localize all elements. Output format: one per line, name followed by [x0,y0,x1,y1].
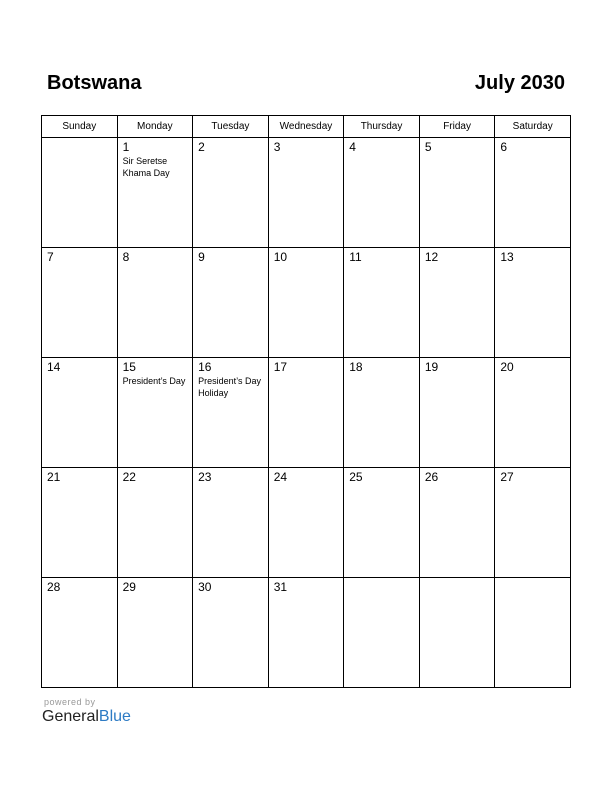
holiday-label: Sir Seretse Khama Day [122,156,170,178]
day-cell [42,138,118,248]
weekday-wednesday: Wednesday [268,116,344,138]
day-cell [268,248,344,358]
day-number: 22 [122,470,136,484]
day-cell [495,248,571,358]
logo-text-general: General [42,708,99,725]
day-number: 16 [198,360,212,374]
day-cell [42,468,118,578]
day-cell [419,468,495,578]
week-row [42,468,571,578]
day-number: 15 [122,360,136,374]
day-cell [344,358,420,468]
day-number: 7 [47,250,54,264]
day-number: 14 [47,360,61,374]
day-cell [344,248,420,358]
powered-by-label: powered by [44,697,96,707]
weekday-tuesday: Tuesday [193,116,269,138]
day-cell [419,358,495,468]
day-cell [193,358,269,468]
day-cell [344,138,420,248]
day-number: 11 [349,250,362,264]
day-cell [495,358,571,468]
day-number: 1 [122,140,130,154]
day-cell [117,468,193,578]
day-number: 28 [47,580,61,594]
weekday-header-row [42,116,571,138]
day-cell [42,248,118,358]
day-cell [268,578,344,688]
week-row [42,248,571,358]
day-cell [419,138,495,248]
day-cell [42,578,118,688]
day-number: 6 [500,140,508,154]
day-number: 9 [198,250,205,264]
day-cell [419,248,495,358]
holiday-label: President’s Day Holiday [198,376,261,398]
day-number: 17 [273,360,288,374]
day-number: 25 [349,470,363,484]
weekday-thursday: Thursday [344,116,420,138]
month-year-title: July 2030 [474,72,565,94]
weekday-saturday: Saturday [495,116,571,138]
country-title: Botswana [47,72,142,94]
day-cell [268,358,344,468]
day-number: 18 [349,360,363,374]
day-number: 30 [198,580,212,594]
day-cell [117,248,193,358]
day-number: 2 [198,140,205,154]
day-number: 12 [424,250,439,264]
day-number: 21 [47,470,61,484]
day-cell [193,248,269,358]
day-number: 26 [424,470,439,484]
day-cell [344,578,420,688]
day-cell [117,358,193,468]
calendar-grid [41,115,571,688]
day-cell [193,138,269,248]
day-cell [495,468,571,578]
day-cell [419,578,495,688]
week-row [42,138,571,248]
day-cell [193,468,269,578]
day-number: 19 [424,360,439,374]
day-number: 20 [500,360,514,374]
day-cell [117,578,193,688]
day-cell [495,578,571,688]
weekday-monday: Monday [117,116,193,138]
day-number: 8 [122,250,130,264]
day-cell [42,358,118,468]
day-cell [117,138,193,248]
day-number: 10 [273,250,288,264]
day-number: 3 [273,140,281,154]
week-row [42,578,571,688]
day-number: 5 [424,140,432,154]
day-cell [193,578,269,688]
day-cell [268,138,344,248]
generalblue-logo[interactable] [42,708,131,726]
day-cell [268,468,344,578]
week-row [42,358,571,468]
day-number: 31 [273,580,288,594]
day-cell [495,138,571,248]
day-number: 24 [273,470,288,484]
day-number: 23 [198,470,212,484]
weekday-friday: Friday [419,116,495,138]
day-number: 27 [500,470,514,484]
day-cell [344,468,420,578]
logo-text-blue: Blue [98,708,131,725]
day-number: 13 [500,250,514,264]
holiday-label: President’s Day [122,376,186,386]
weekday-sunday: Sunday [42,116,118,138]
day-number: 4 [349,140,356,154]
day-number: 29 [122,580,136,594]
